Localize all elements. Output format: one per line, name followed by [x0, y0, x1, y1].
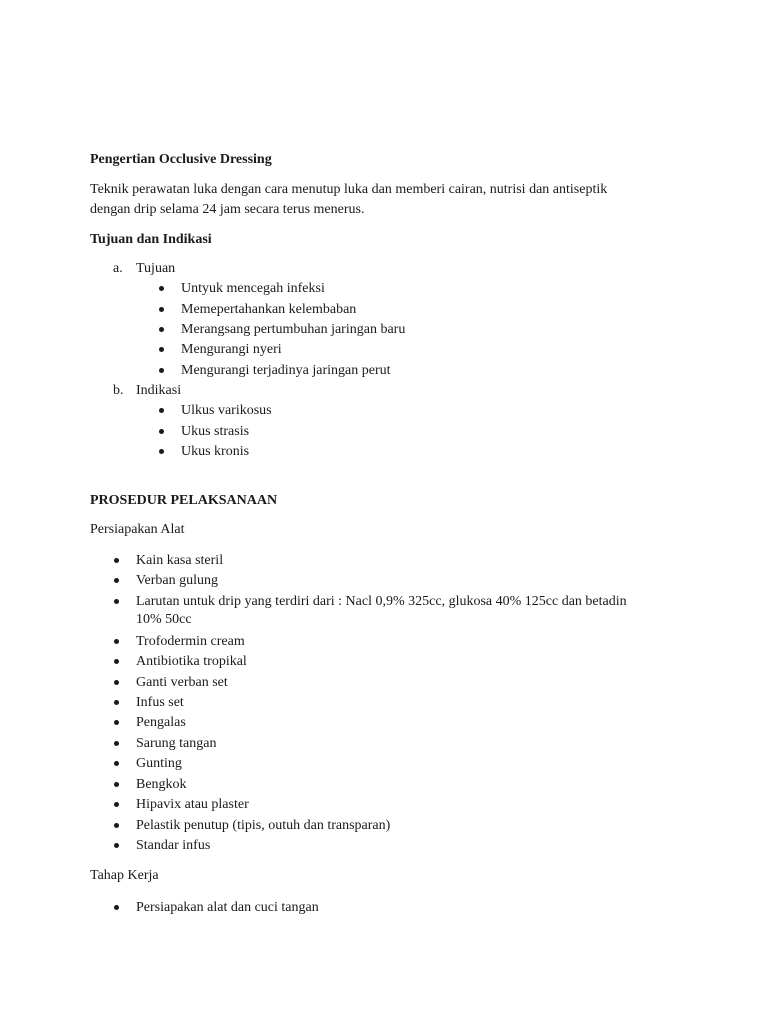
- bullet-icon: [159, 327, 164, 332]
- bullet-icon: [114, 639, 119, 644]
- alat-item: Pengalas: [136, 715, 186, 730]
- alat-item-continuation: 10% 50cc: [136, 612, 192, 627]
- bullet-icon: [159, 347, 164, 352]
- indikasi-item: Ukus strasis: [181, 424, 250, 439]
- alat-item: Bengkok: [136, 777, 187, 792]
- bullet-icon: [159, 429, 164, 434]
- bullet-icon: [114, 843, 119, 848]
- alat-item: Gunting: [136, 756, 182, 771]
- heading-pengertian: Pengertian Occlusive Dressing: [90, 152, 272, 167]
- bullet-icon: [159, 408, 164, 413]
- alat-item: Hipavix atau plaster: [136, 797, 249, 812]
- list-label-tujuan: Tujuan: [136, 261, 176, 276]
- bullet-icon: [159, 286, 164, 291]
- tujuan-item: Untyuk mencegah infeksi: [181, 281, 325, 296]
- alat-item: Kain kasa steril: [136, 553, 224, 568]
- alat-item: Pelastik penutup (tipis, outuh dan transparan): [136, 818, 391, 833]
- bullet-icon: [114, 599, 119, 604]
- alat-item: Ganti verban set: [136, 675, 228, 690]
- bullet-icon: [114, 905, 119, 910]
- bullet-icon: [114, 720, 119, 725]
- bullet-icon: [114, 680, 119, 685]
- bullet-icon: [114, 761, 119, 766]
- alat-item: Larutan untuk drip yang terdiri dari : Nacl 0,9% 325cc, glukosa 40% 125cc dan betadin: [136, 594, 627, 609]
- alat-item: Sarung tangan: [136, 736, 217, 751]
- list-label-indikasi: Indikasi: [136, 383, 182, 398]
- bullet-icon: [114, 782, 119, 787]
- list-marker-a: a.: [113, 261, 123, 276]
- bullet-icon: [114, 741, 119, 746]
- tujuan-item: Mengurangi terjadinya jaringan perut: [181, 363, 391, 378]
- indikasi-item: Ukus kronis: [181, 444, 250, 459]
- bullet-icon: [114, 578, 119, 583]
- indikasi-item: Ulkus varikosus: [181, 403, 272, 418]
- subheading-tahap-kerja: Tahap Kerja: [90, 868, 159, 883]
- alat-item: Infus set: [136, 695, 184, 710]
- alat-item: Trofodermin cream: [136, 634, 245, 649]
- list-marker-b: b.: [113, 383, 124, 398]
- kerja-item: Persiapakan alat dan cuci tangan: [136, 900, 319, 915]
- bullet-icon: [114, 558, 119, 563]
- definition-paragraph-line-2: dengan drip selama 24 jam secara terus menerus.: [90, 202, 365, 217]
- tujuan-item: Merangsang pertumbuhan jaringan baru: [181, 322, 406, 337]
- alat-item: Standar infus: [136, 838, 211, 853]
- tujuan-item: Mengurangi nyeri: [181, 342, 282, 357]
- bullet-icon: [159, 307, 164, 312]
- heading-tujuan-indikasi: Tujuan dan Indikasi: [90, 232, 212, 247]
- bullet-icon: [159, 449, 164, 454]
- alat-item: Verban gulung: [136, 573, 219, 588]
- definition-paragraph-line-1: Teknik perawatan luka dengan cara menutup luka dan memberi cairan, nutrisi dan antiseptik: [90, 182, 608, 197]
- bullet-icon: [159, 368, 164, 373]
- heading-prosedur: PROSEDUR PELAKSANAAN: [90, 493, 278, 508]
- subheading-persiapakan-alat: Persiapakan Alat: [90, 522, 185, 537]
- alat-item: Antibiotika tropikal: [136, 654, 247, 669]
- tujuan-item: Memepertahankan kelembaban: [181, 302, 357, 317]
- bullet-icon: [114, 823, 119, 828]
- bullet-icon: [114, 802, 119, 807]
- bullet-icon: [114, 659, 119, 664]
- bullet-icon: [114, 700, 119, 705]
